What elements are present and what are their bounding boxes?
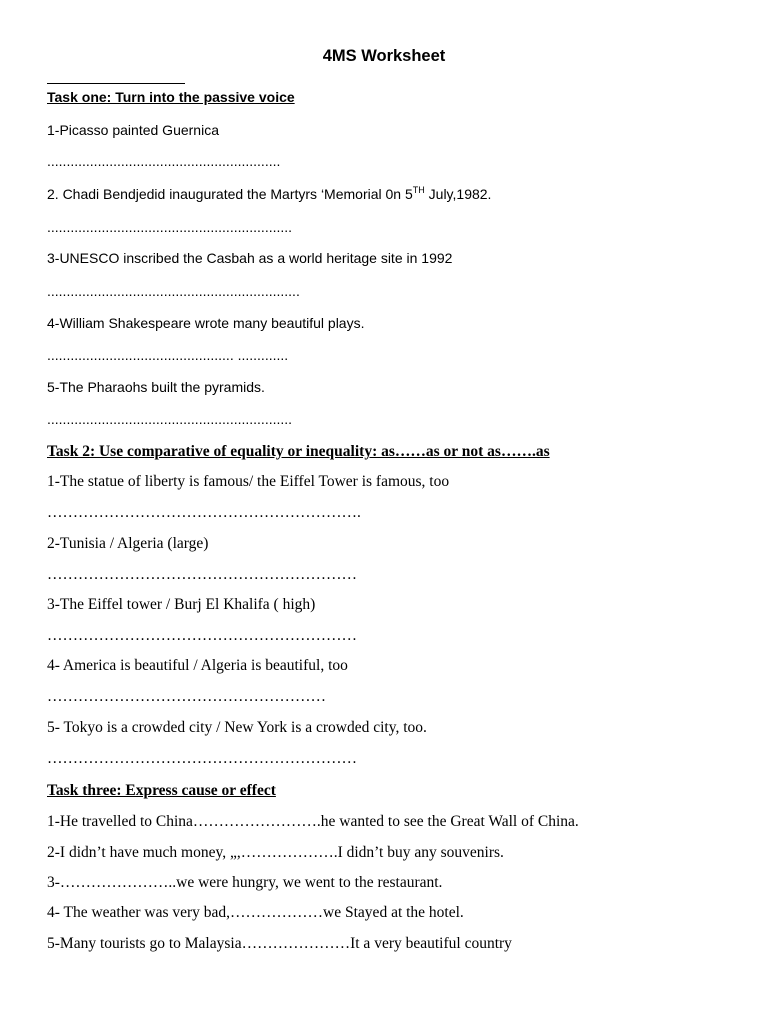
task3-item-2: 2-I didn’t have much money, „,……………….I didn’t buy any souvenirs. bbox=[47, 844, 504, 861]
task3-item-3: 3-…………………..we were hungry, we went to the restaurant. bbox=[47, 874, 443, 891]
task1-item-2 bbox=[47, 187, 491, 201]
task2-heading: Task 2: Use comparative of equality or inequality: as……as or not as…….as bbox=[47, 443, 550, 460]
task2-answer-3[interactable]: …………………………………………………… bbox=[47, 627, 357, 644]
task1-item-2-tail: July,1982. bbox=[424, 186, 492, 202]
task1-item-2-sup: TH bbox=[412, 185, 425, 195]
task1-item-3: 3-UNESCO inscribed the Casbah as a world heritage site in 1992 bbox=[47, 250, 453, 266]
task1-answer-3[interactable]: ................................................................. bbox=[47, 283, 300, 299]
task3-item-1: 1-He travelled to China…………………….he wanted to see the Great Wall of China. bbox=[47, 813, 579, 830]
name-line bbox=[47, 83, 185, 84]
task2-item-2: 2-Tunisia / Algeria (large) bbox=[47, 535, 209, 552]
task3-item-4: 4- The weather was very bad,………………we Stayed at the hotel. bbox=[47, 904, 464, 921]
task3-heading: Task three: Express cause or effect bbox=[47, 782, 276, 799]
task2-answer-2[interactable]: …………………………………………………… bbox=[47, 566, 357, 583]
task2-item-5: 5- Tokyo is a crowded city / New York is a crowded city, too. bbox=[47, 719, 427, 736]
task1-answer-2[interactable]: ............................................................... bbox=[47, 219, 293, 235]
task2-item-3: 3-The Eiffel tower / Burj El Khalifa ( high) bbox=[47, 596, 316, 613]
task1-heading: Task one: Turn into the passive voice bbox=[47, 89, 295, 105]
task2-answer-4[interactable]: ……………………………………………… bbox=[47, 688, 326, 705]
task2-item-4: 4- America is beautiful / Algeria is beautiful, too bbox=[47, 657, 348, 674]
page-title: 4MS Worksheet bbox=[322, 47, 446, 65]
task2-answer-5[interactable]: …………………………………………………… bbox=[47, 750, 357, 767]
task1-item-4: 4-William Shakespeare wrote many beautiful plays. bbox=[47, 315, 365, 331]
task1-answer-1[interactable]: ............................................................ bbox=[47, 153, 281, 169]
task1-answer-5[interactable]: ............................................................... bbox=[47, 411, 293, 427]
task2-answer-1[interactable]: ……………………………………………………. bbox=[47, 504, 361, 521]
task1-answer-4[interactable]: ................................................ ............. bbox=[47, 347, 289, 363]
task1-item-1: 1-Picasso painted Guernica bbox=[47, 122, 219, 138]
task1-item-5: 5-The Pharaohs built the pyramids. bbox=[47, 379, 265, 395]
task1-item-2-text: 2. Chadi Bendjedid inaugurated the Martyrs ‘Memorial 0n 5 bbox=[47, 186, 413, 202]
task3-item-5: 5-Many tourists go to Malaysia…………………It a very beautiful country bbox=[47, 935, 512, 952]
task2-item-1: 1-The statue of liberty is famous/ the Eiffel Tower is famous, too bbox=[47, 473, 450, 490]
